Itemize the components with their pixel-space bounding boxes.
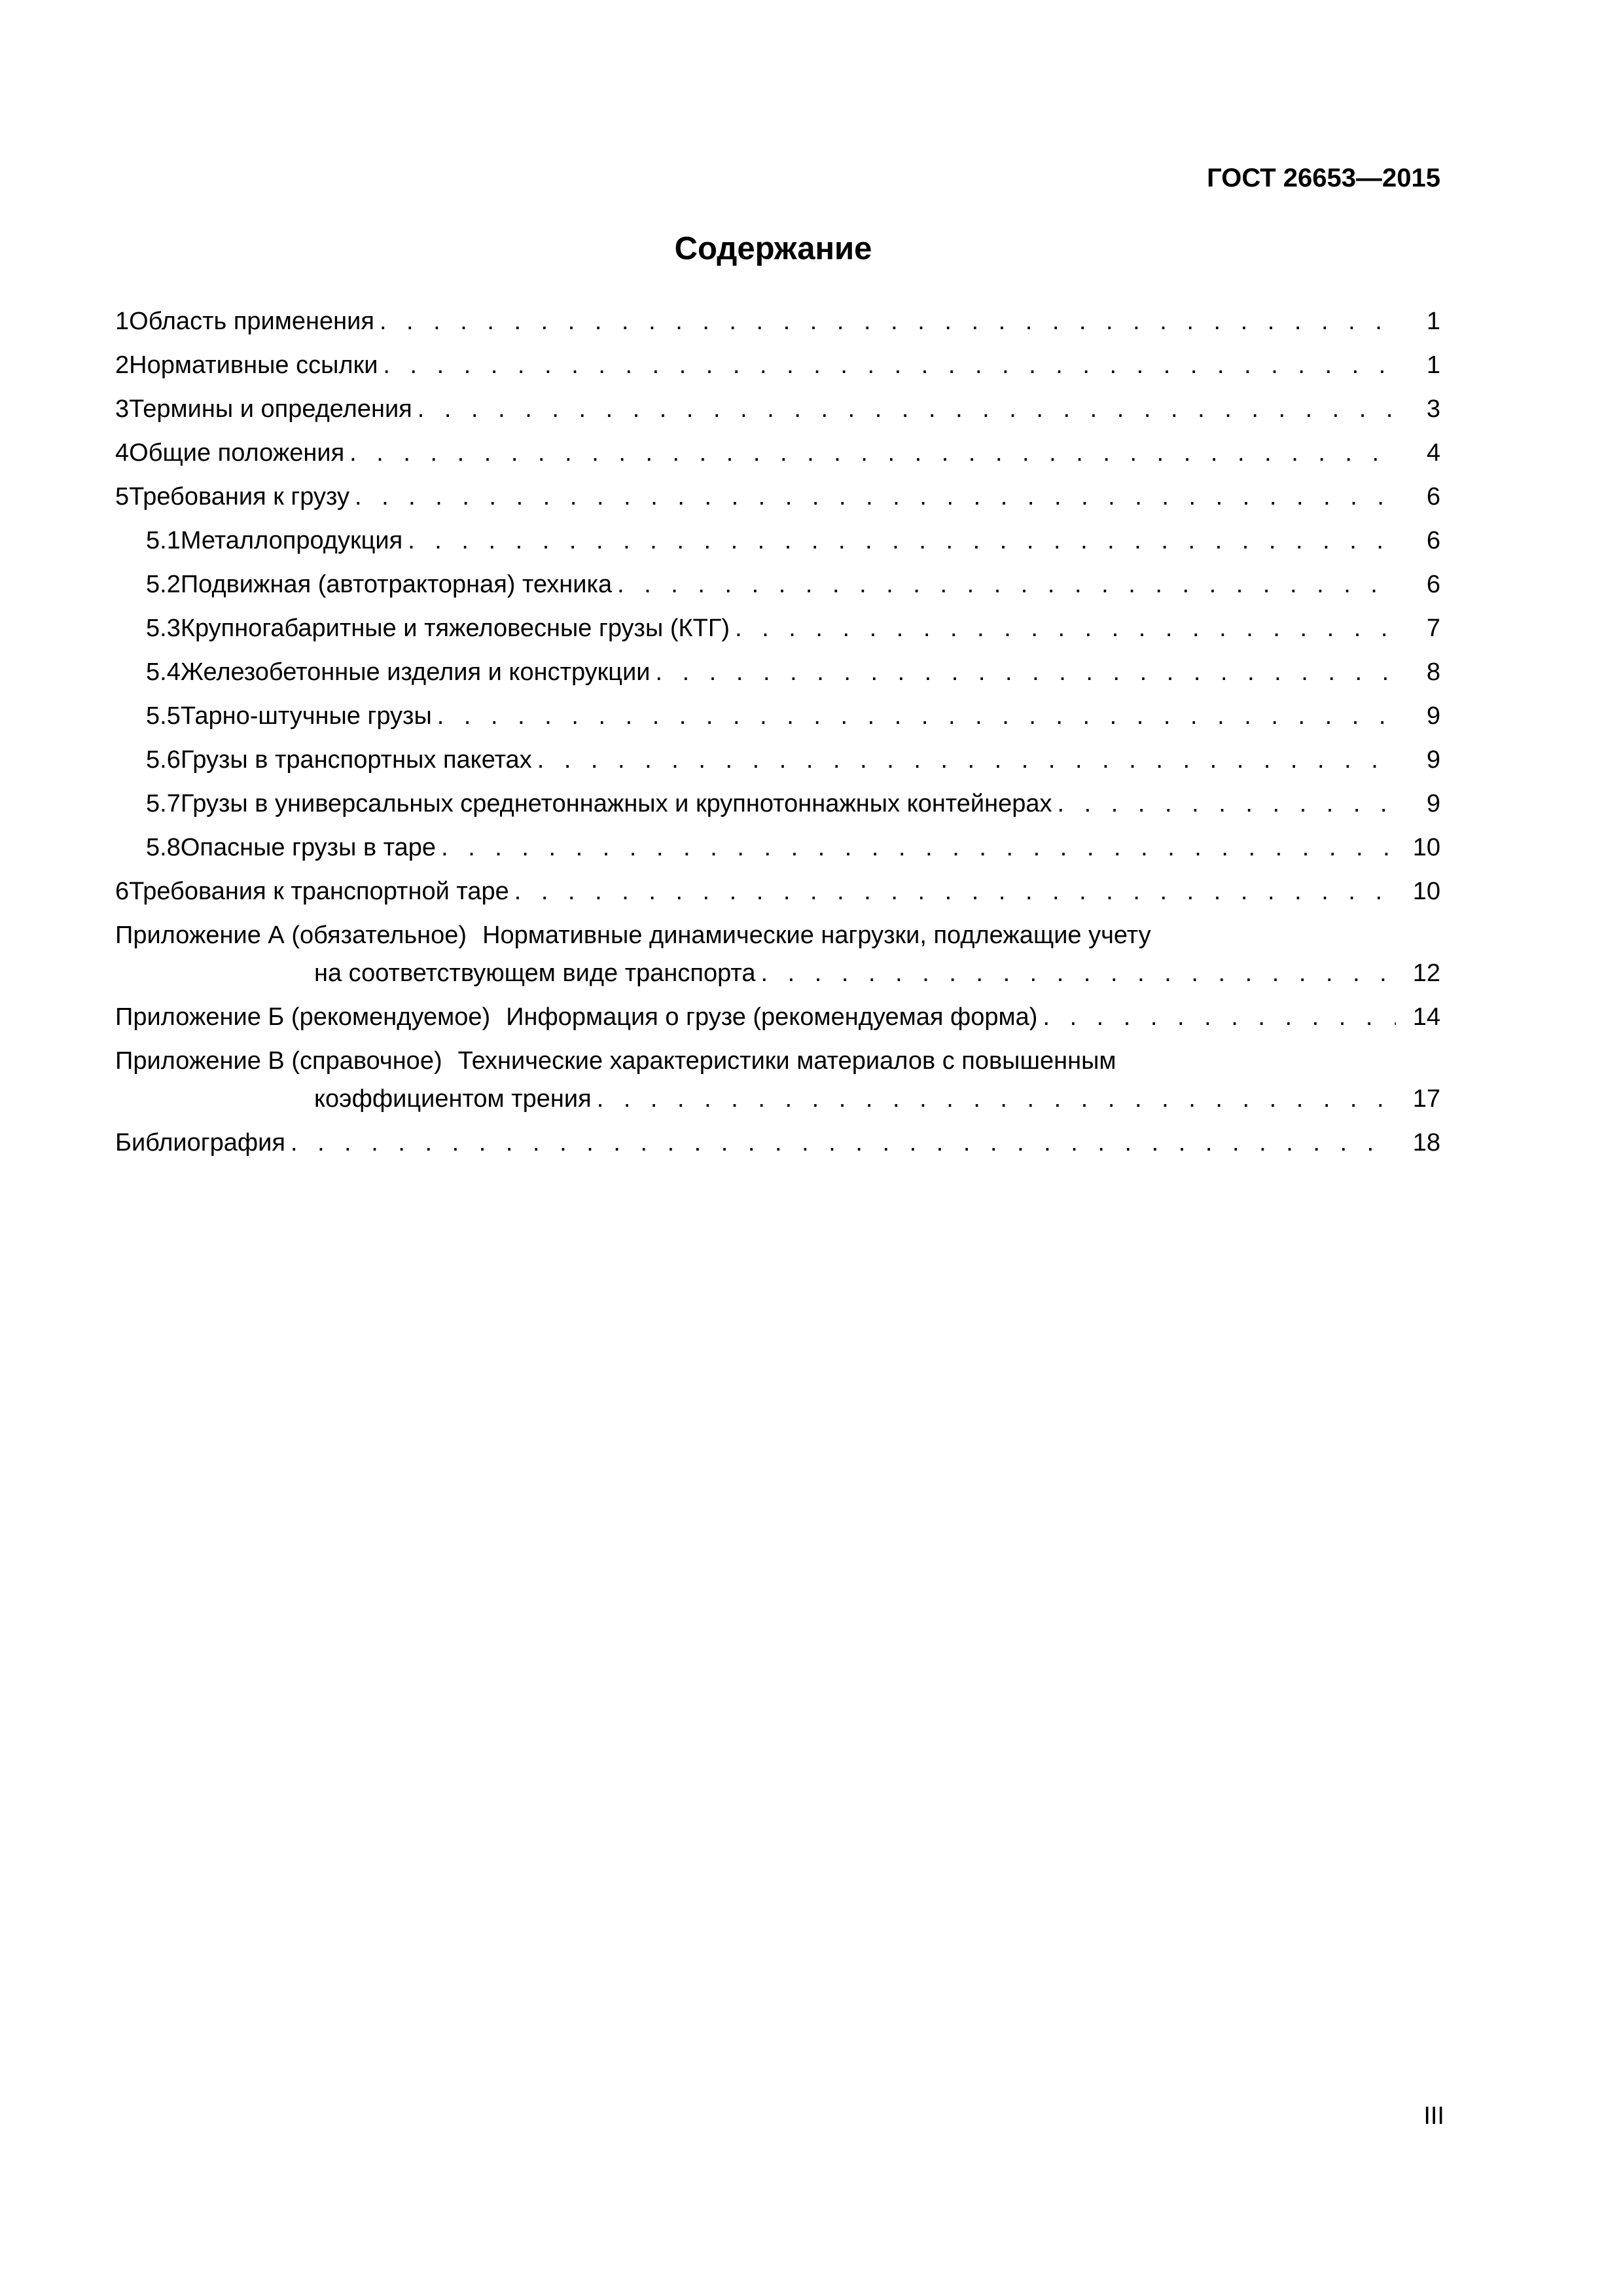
toc-appendix-b[interactable]	[115, 996, 1440, 1039]
appendix-label: Приложение Б (рекомендуемое)	[115, 1003, 491, 1031]
toc-entry-5-6[interactable]	[115, 738, 1440, 782]
toc-entry-number: 5.6	[146, 746, 181, 774]
dot-leader	[617, 563, 1396, 607]
toc-entry-page: 10	[1412, 834, 1440, 861]
toc-appendix-v[interactable]	[115, 1039, 1440, 1121]
toc-entry-title: Тарно-штучные грузы	[180, 702, 432, 730]
toc-entry-5-2[interactable]	[115, 563, 1440, 607]
dot-leader	[383, 344, 1396, 387]
dot-leader	[349, 431, 1396, 475]
toc-entry-number: 5.5	[146, 702, 181, 730]
toc-entry-number: 2	[115, 351, 130, 379]
toc-entry-6[interactable]	[115, 870, 1440, 914]
toc-entry-title: Библиография	[115, 1129, 285, 1157]
toc-entry-page: 9	[1426, 702, 1440, 730]
toc-entry-page: 8	[1426, 658, 1440, 686]
toc-entry-title: Требования к грузу	[129, 483, 349, 511]
toc-entry-title: Грузы в транспортных пакетах	[180, 746, 532, 774]
toc-entry-title: Общие положения	[129, 439, 345, 467]
toc-entry-number: 5.4	[146, 658, 181, 686]
toc-entry-page: 6	[1426, 571, 1440, 598]
toc-entry-page: 3	[1426, 395, 1440, 423]
toc-entry-5-5[interactable]	[115, 694, 1440, 738]
toc-entry-number: 3	[115, 395, 130, 423]
appendix-label: Приложение А (обязательное)	[115, 922, 467, 949]
toc-entry-5-7[interactable]	[115, 782, 1440, 826]
appendix-title-continued: коэффициентом трения	[314, 1085, 592, 1113]
toc-entry-page: 10	[1412, 878, 1440, 905]
toc-list	[115, 300, 1440, 1165]
toc-entry-number: 5.8	[146, 834, 181, 861]
toc-entry-3[interactable]	[115, 387, 1440, 431]
toc-entry-page: 6	[1426, 527, 1440, 554]
appendix-title: Технические характеристики материалов с повышенным	[457, 1047, 1116, 1075]
dot-leader	[355, 475, 1396, 519]
dot-leader	[1058, 782, 1396, 826]
toc-bibliography[interactable]	[115, 1121, 1440, 1165]
toc-entry-title: Грузы в универсальных среднетоннажных и крупнотоннажных контейнерах	[180, 790, 1052, 817]
toc-entry-5-4[interactable]	[115, 651, 1440, 694]
dot-leader	[437, 694, 1396, 738]
toc-entry-number: 4	[115, 439, 130, 467]
toc-entry-page: 6	[1426, 483, 1440, 511]
toc-entry-title: Нормативные ссылки	[129, 351, 378, 379]
toc-entry-title: Крупногабаритные и тяжеловесные грузы (КТГ)	[180, 615, 730, 642]
toc-entry-5-1[interactable]	[115, 519, 1440, 563]
toc-entry-page: 1	[1426, 308, 1440, 335]
toc-title: Содержание	[674, 231, 872, 266]
dot-leader	[761, 954, 1396, 992]
toc-entry-title: Железобетонные изделия и конструкции	[180, 658, 651, 686]
toc-entry-4[interactable]	[115, 431, 1440, 475]
dot-leader	[656, 651, 1396, 694]
appendix-title: Нормативные динамические нагрузки, подлежащие учету	[482, 922, 1151, 949]
toc-appendix-a[interactable]	[115, 914, 1440, 996]
dot-leader	[408, 519, 1396, 563]
toc-entry-5[interactable]	[115, 475, 1440, 519]
dot-leader	[537, 738, 1396, 782]
toc-entry-page: 4	[1426, 439, 1440, 467]
toc-entry-title: Область применения	[129, 308, 374, 335]
toc-entry-page: 7	[1426, 615, 1440, 642]
appendix-title: Информация о грузе (рекомендуемая форма)	[506, 1003, 1038, 1031]
toc-entry-number: 6	[115, 878, 130, 905]
dot-leader	[291, 1121, 1396, 1165]
toc-entry-number: 5.2	[146, 571, 181, 598]
dot-leader	[441, 826, 1396, 870]
toc-entry-title: Требования к транспортной таре	[129, 878, 509, 905]
toc-entry-page: 17	[1412, 1085, 1440, 1113]
appendix-title-continued: на соответствующем виде транспорта	[314, 960, 756, 987]
toc-entry-page: 18	[1412, 1129, 1440, 1157]
toc-entry-title: Металлопродукция	[180, 527, 403, 554]
toc-entry-1[interactable]	[115, 300, 1440, 344]
toc-entry-2[interactable]	[115, 344, 1440, 387]
toc-entry-5-8[interactable]	[115, 826, 1440, 870]
toc-entry-page: 9	[1426, 746, 1440, 774]
dot-leader	[514, 870, 1396, 914]
dot-leader	[735, 607, 1396, 651]
toc-entry-page: 9	[1426, 790, 1440, 817]
dot-leader	[1043, 996, 1396, 1039]
toc-entry-number: 5.7	[146, 790, 181, 817]
dot-leader	[380, 300, 1396, 344]
document-code: ГОСТ 26653—2015	[1207, 164, 1440, 192]
toc-entry-page: 1	[1426, 351, 1440, 379]
dot-leader	[418, 387, 1396, 431]
toc-entry-title: Подвижная (автотракторная) техника	[180, 571, 613, 598]
toc-entry-number: 5.3	[146, 615, 181, 642]
toc-entry-title: Опасные грузы в таре	[180, 834, 437, 861]
page-number: III	[1423, 2102, 1444, 2130]
appendix-label: Приложение В (справочное)	[115, 1047, 442, 1075]
toc-entry-page: 12	[1412, 960, 1440, 987]
toc-entry-5-3[interactable]	[115, 607, 1440, 651]
dot-leader	[597, 1080, 1396, 1118]
toc-entry-number: 5.1	[146, 527, 181, 554]
toc-entry-page: 14	[1412, 1003, 1440, 1031]
toc-entry-number: 5	[115, 483, 130, 511]
toc-entry-title: Термины и определения	[129, 395, 412, 423]
toc-entry-number: 1	[115, 308, 130, 335]
